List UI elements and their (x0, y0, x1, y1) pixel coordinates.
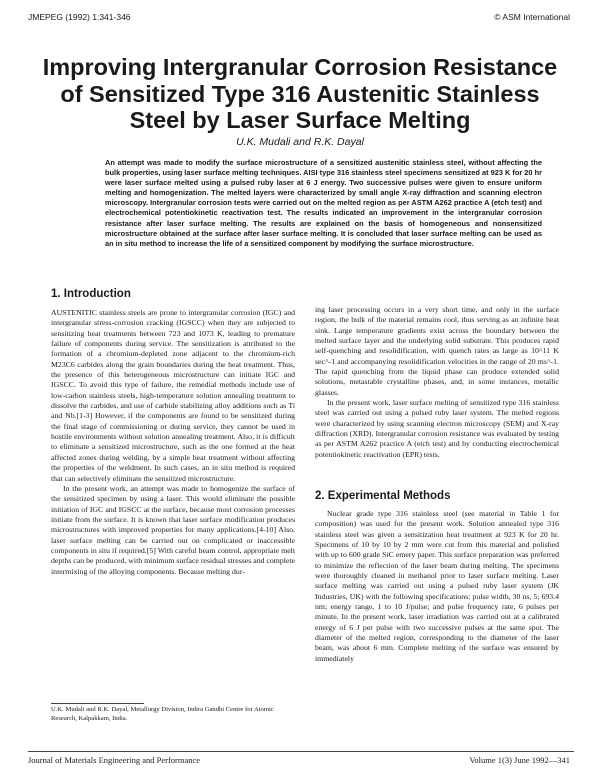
methods-heading: 2. Experimental Methods (315, 490, 451, 502)
author-affiliation-footnote: U.K. Mudali and R.K. Dayal, Metallurgy Division, Indira Gandhi Centre for Atomic Research, Kalpakkam, India. (51, 706, 274, 722)
footnote-divider (51, 703, 144, 704)
abstract: An attempt was made to modify the surface microstructure of a sensitized austenitic stainless steel, without affecting the bulk properties, using laser surface melting techniques. AISI type 316 stainless steel specimens sensitized at 923 K for 20 hr were laser surface melted using a pulsed ruby laser at 6 J energy. Two successive pulses were given to ensure uniform melting and homogenization. The melted layers were characterized by small angle X-ray diffraction and scanning electron microscopy. Intergranular corrosion tests were carried out on the melted region as per ASTM A262 practice A (etch test) and electrochemical potentiokinetic reactivation test. The results indicated an improvement in the intergranular corrosion resistance after laser surface melting. The results are explained on the basis of homogeneous and nonsensitized microstructure obtained at the surface after laser surface melting. It is concluded that laser surface melting can be used as an in situ method to increase the life of a sensitized component by modifying the surface microstructure. (105, 158, 542, 248)
right-column (315, 305, 559, 460)
journal-name-footer: Journal of Materials Engineering and Performance (28, 755, 201, 765)
author-line: U.K. Mudali and R.K. Dayal (236, 136, 364, 148)
volume-page-footer: Volume 1(3) June 1992—341 (469, 755, 570, 765)
footer-divider (28, 751, 574, 752)
intro-heading: 1. Introduction (51, 288, 131, 300)
methods-column (315, 509, 559, 664)
intro-paragraph-3: In the present work, laser surface melting of sensitized type 316 stainless steel was carried out using a pulsed ruby laser system. The melted regions were characterized by using scanning electron microscopy (SEM) and X-ray diffraction (XRD). Intergranular corrosion resistance was evaluated by testing as per ASTM A262 practice A (etch test) and by conducting electrochemical potentiokinetic reactivation (EPR) tests. (315, 398, 559, 459)
left-column (51, 308, 295, 577)
methods-paragraph: Nuclear grade type 316 stainless steel (see material in Table 1 for composition) was used for the present work. Solution annealed type 316 stainless steel was given a sensitization heat treatment at 923 K for 20 hr. Specimens of 10 by 10 by 2 mm were cut from this material and polished with up to 600 grade SiC emery paper. This surface preparation was preferred to minimize the reflection of the laser beam during melting. The specimens were thoroughly cleaned in methanol prior to laser surface melting. Laser surface melting was carried out using a pulsed ruby laser system (JK Industries, UK) with the following specifications: pulse width, 30 ns, 5; 693.4 nm; energy range, 1 to 10 J/pulse; and pulse frequency rate, 6 pulses per minute. In the present work, laser irradiation was carried out at a calibrated energy of 6 J per pulse with two successive pulses at the same spot. The diameter of the melted region, corresponding to the diameter of the laser beam, was about 6 mm. Complete melting of the surface was ensured by immediately (315, 509, 559, 663)
intro-paragraph-1: AUSTENITIC stainless steels are prone to intergranular corrosion (IGC) and intergranular stress-corrosion cracking (IGSCC) when they are subjected to sensitizing heat treatments between 723 and 1073 K, leading to premature failure of components during service. The sensitization is attributed to the formation of a chromium-depleted zone adjacent to the chromium-rich M23C6 carbides along the grain boundaries during the heat treatment. Thus, the presence of this heterogeneous microstructure can initiate IGC and IGSCC. To avoid this type of failure, the remedial methods include use of low-carbon stainless steels, high-temperature solution annealing treatment to dissolve the carbides, and use of carbide stabilizing alloy additions such as Ti and Nb.[1-3] However, if the components are found to be sensitized during the final stage of commissioning or during service, they cannot be used in hostile environments without solution annealing treatment. Also, it is difficult to eliminate a sensitized microstructure, such as the one formed at the heat affected zones during welding, by a simple heat treatment without affecting the properties of the weldment. In such cases, an in situ method is required that can selectively eliminate the sensitized microstructure. (51, 308, 295, 483)
intro-continuation: ing laser processing occurs in a very short time, and only in the surface region, the bulk of the material remains cool, thus serving as an infinite heat sink. Large temperature gradients exist across the boundary between the melted surface layer and the underlying solid substrate. This produces rapid self-quenching and resolidification, with quench rates as large as 10^11 K sec^-1 and accompanying resolidification velocities in the range of 20 ms^-1. The rapid quenching from the liquid phase can produce extended solid solutions, metastable crystalline phases, and, in some instances, metallic glasses. (315, 305, 559, 397)
journal-reference: JMEPEG (1992) 1:341-346 (28, 12, 131, 22)
publisher-notice: © ASM International (494, 12, 570, 22)
intro-paragraph-2: In the present work, an attempt was made to homogenize the surface of the sensitized specimen by using a laser. This would eliminate the possible initiation of IGC and IGSCC at the surface, because most corrosion processes initiate from the surface. It is known that laser surface modification produces microstructures with improved properties for many applications.[4-10] Also, laser surface melting can be carried out on complicated or inaccessible components in situ if required.[5] With careful beam control, appropriate melt depths can be produced, with minimum surface residual stresses and complete intermixing of the alloying components. Because melting dur- (51, 483, 296, 576)
paper-title: Improving Intergranular Corrosion Resistance of Sensitized Type 316 Austenitic Stainless Steel by Laser Surface Melting (42, 54, 558, 133)
